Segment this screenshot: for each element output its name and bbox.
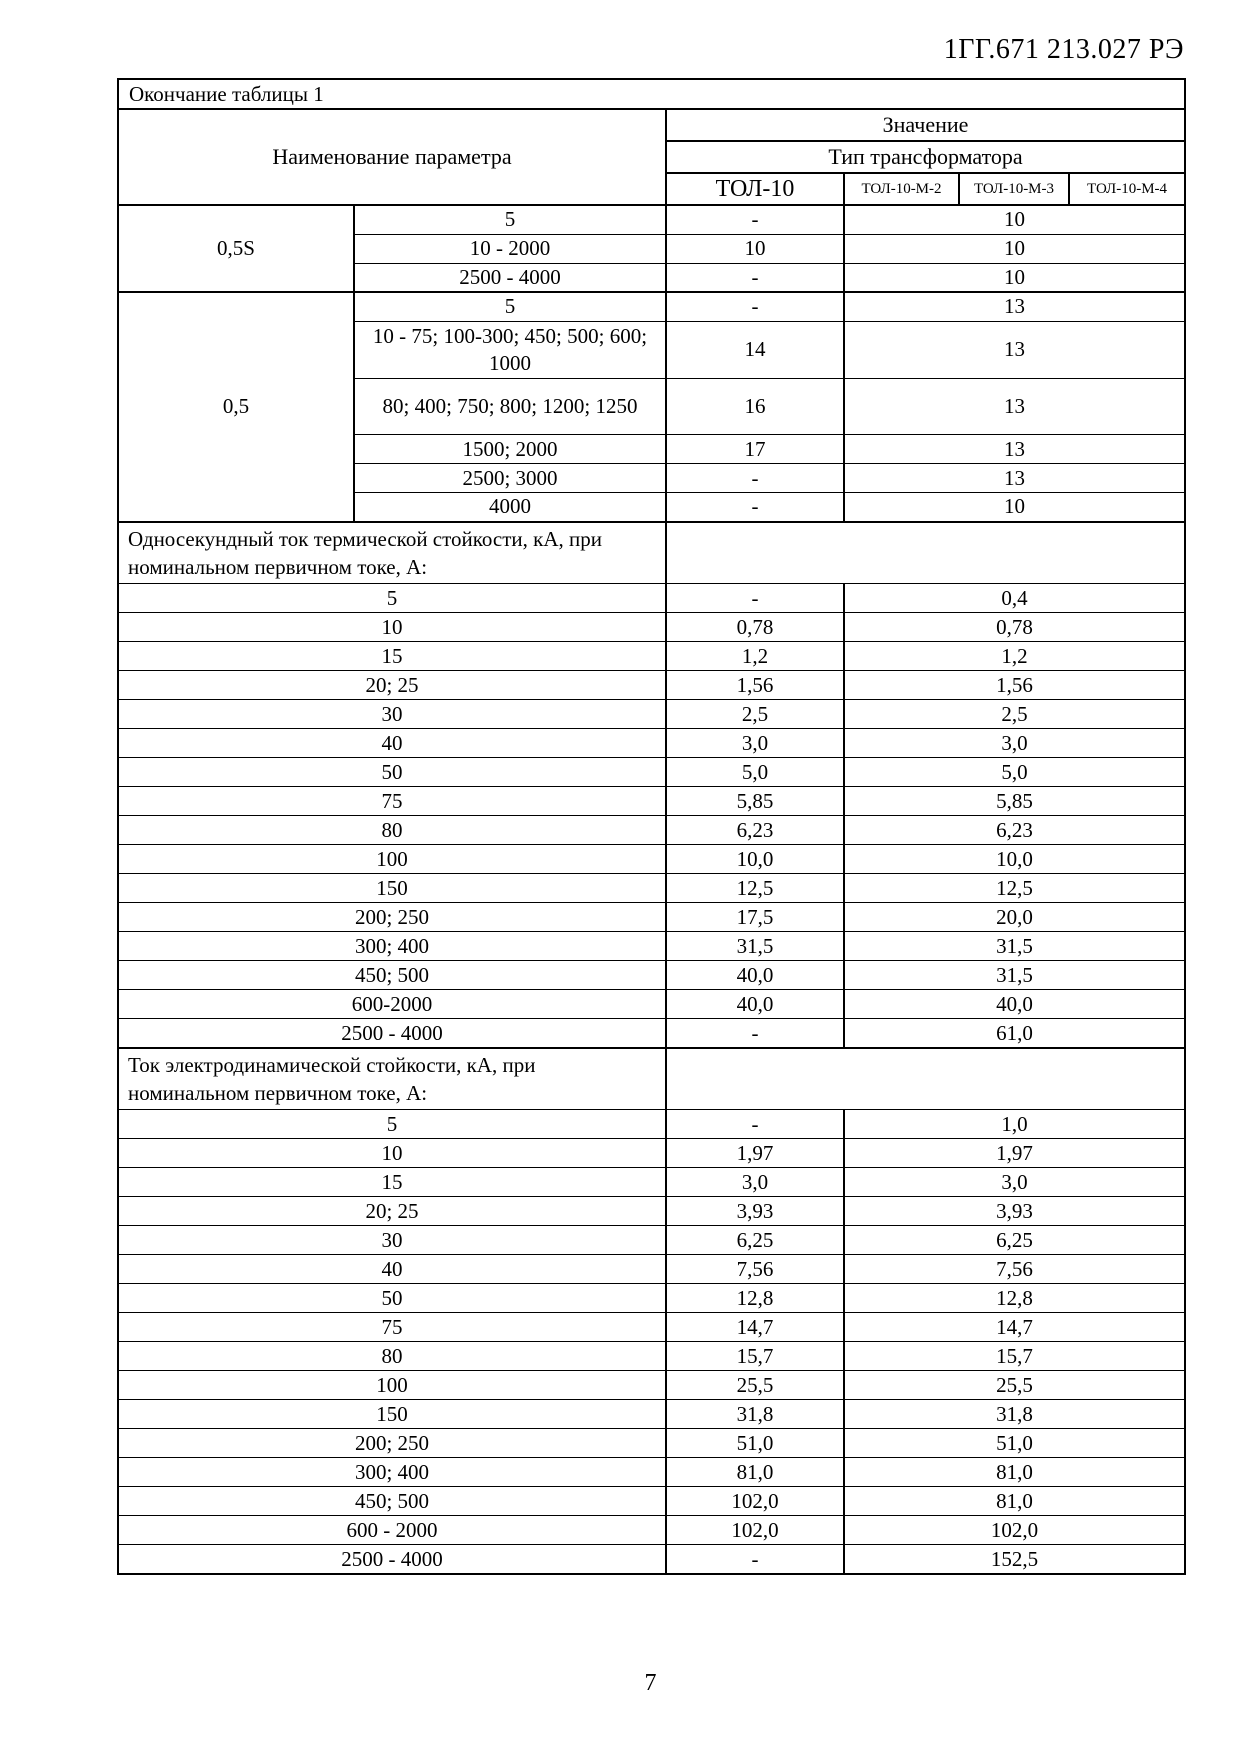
- tol10-value: 40,0: [666, 990, 844, 1019]
- m-value: 31,8: [844, 1400, 1185, 1429]
- tol10-value: 2,5: [666, 700, 844, 729]
- param-cell: 10: [118, 613, 666, 642]
- table-row: [118, 1487, 1185, 1516]
- param-cell: 200; 250: [118, 1429, 666, 1458]
- header-param: Наименование параметра: [118, 109, 666, 205]
- param-cell: 2500; 3000: [354, 464, 666, 493]
- tol10-value: -: [666, 584, 844, 613]
- table-row: [118, 205, 1185, 234]
- table-row: [118, 292, 1185, 321]
- header-value: Значение: [666, 109, 1185, 141]
- tol10-value: 7,56: [666, 1255, 844, 1284]
- param-cell: 2500 - 4000: [118, 1019, 666, 1048]
- m-value: 152,5: [844, 1545, 1185, 1574]
- m-value: 12,5: [844, 874, 1185, 903]
- param-cell: 80: [118, 816, 666, 845]
- m-value: 3,0: [844, 729, 1185, 758]
- doc-number: 1ГГ.671 213.027 РЭ: [943, 34, 1184, 65]
- param-cell: 2500 - 4000: [354, 263, 666, 292]
- tol10-value: 16: [666, 379, 844, 435]
- m-value: 102,0: [844, 1516, 1185, 1545]
- table-row: [118, 1371, 1185, 1400]
- table-row: [118, 1019, 1185, 1048]
- table-row: [118, 758, 1185, 787]
- group-label: 0,5: [118, 292, 354, 522]
- table-caption-section: [118, 79, 1185, 109]
- param-cell: 80: [118, 1342, 666, 1371]
- tol10-value: 6,23: [666, 816, 844, 845]
- empty-cell: [666, 1048, 1185, 1110]
- tol10-value: 81,0: [666, 1458, 844, 1487]
- table-row: [118, 874, 1185, 903]
- m-value: 40,0: [844, 990, 1185, 1019]
- table-row: [118, 1168, 1185, 1197]
- tol10-value: 3,93: [666, 1197, 844, 1226]
- param-cell: 80; 400; 750; 800; 1200; 1250: [354, 379, 666, 435]
- table-row: [118, 1545, 1185, 1574]
- param-cell: 4000: [354, 493, 666, 522]
- m-value: 7,56: [844, 1255, 1185, 1284]
- table-row: [118, 1284, 1185, 1313]
- tol10-value: 5,0: [666, 758, 844, 787]
- column-header-tol10-m3: ТОЛ-10-М-3: [959, 173, 1069, 205]
- m-value: 31,5: [844, 961, 1185, 990]
- m-value: 3,0: [844, 1168, 1185, 1197]
- table-row: [118, 961, 1185, 990]
- table-row: [118, 1400, 1185, 1429]
- param-cell: 75: [118, 787, 666, 816]
- table-row: [118, 1342, 1185, 1371]
- tol10-value: -: [666, 292, 844, 321]
- m-value: 1,56: [844, 671, 1185, 700]
- param-cell: 600 - 2000: [118, 1516, 666, 1545]
- table-row: [118, 1516, 1185, 1545]
- table-row: [118, 671, 1185, 700]
- m-value: 0,78: [844, 613, 1185, 642]
- empty-cell: [666, 522, 1185, 584]
- m-value: 6,23: [844, 816, 1185, 845]
- table-row: [118, 1458, 1185, 1487]
- parameters-table: [117, 78, 1186, 1575]
- m-value: 13: [844, 435, 1185, 464]
- tol10-value: 31,5: [666, 932, 844, 961]
- group-label: 0,5S: [118, 205, 354, 292]
- table-row: [118, 990, 1185, 1019]
- header-type: Тип трансформатора: [666, 141, 1185, 173]
- param-cell: 40: [118, 1255, 666, 1284]
- param-cell: 5: [354, 205, 666, 234]
- tol10-value: -: [666, 205, 844, 234]
- tol10-value: 6,25: [666, 1226, 844, 1255]
- param-cell: 15: [118, 1168, 666, 1197]
- tol10-value: 25,5: [666, 1371, 844, 1400]
- table-row: [118, 1313, 1185, 1342]
- param-cell: 10 - 75; 100-300; 450; 500; 600; 1000: [354, 321, 666, 379]
- m-value: 81,0: [844, 1487, 1185, 1516]
- param-cell: 450; 500: [118, 961, 666, 990]
- table-row: [118, 1226, 1185, 1255]
- m-value: 20,0: [844, 903, 1185, 932]
- m-value: 1,97: [844, 1139, 1185, 1168]
- tol10-value: 102,0: [666, 1516, 844, 1545]
- section-thermal-rows: [118, 584, 1185, 1048]
- tol10-value: -: [666, 263, 844, 292]
- tol10-value: 10,0: [666, 845, 844, 874]
- section-title-row: [118, 522, 1185, 584]
- m-value: 13: [844, 464, 1185, 493]
- param-cell: 40: [118, 729, 666, 758]
- section-thermal: [118, 522, 1185, 584]
- tol10-value: 15,7: [666, 1342, 844, 1371]
- m-value: 10: [844, 493, 1185, 522]
- table-row: [118, 932, 1185, 961]
- tol10-value: -: [666, 1110, 844, 1139]
- m-value: 51,0: [844, 1429, 1185, 1458]
- m-value: 13: [844, 379, 1185, 435]
- m-value: 6,25: [844, 1226, 1185, 1255]
- param-cell: 50: [118, 758, 666, 787]
- param-cell: 10 - 2000: [354, 234, 666, 263]
- m-value: 13: [844, 292, 1185, 321]
- tol10-value: 5,85: [666, 787, 844, 816]
- table-header: [118, 109, 1185, 205]
- tol10-value: 12,5: [666, 874, 844, 903]
- param-cell: 2500 - 4000: [118, 1545, 666, 1574]
- section-title: Односекундный ток термической стойкости, кА, при номинальном первичном токе, А:: [118, 522, 666, 584]
- table-row: [118, 1197, 1185, 1226]
- table-row: [118, 613, 1185, 642]
- m-value: 5,0: [844, 758, 1185, 787]
- m-value: 3,93: [844, 1197, 1185, 1226]
- tol10-value: 14: [666, 321, 844, 379]
- m-value: 31,5: [844, 932, 1185, 961]
- table-row: [118, 816, 1185, 845]
- m-value: 12,8: [844, 1284, 1185, 1313]
- param-cell: 30: [118, 1226, 666, 1255]
- param-cell: 20; 25: [118, 671, 666, 700]
- tol10-value: 1,2: [666, 642, 844, 671]
- param-cell: 15: [118, 642, 666, 671]
- header-row-value: [118, 109, 1185, 141]
- param-cell: 1500; 2000: [354, 435, 666, 464]
- m-value: 10: [844, 205, 1185, 234]
- m-value: 25,5: [844, 1371, 1185, 1400]
- tol10-value: 102,0: [666, 1487, 844, 1516]
- m-value: 0,4: [844, 584, 1185, 613]
- m-value: 13: [844, 321, 1185, 379]
- tol10-value: 3,0: [666, 729, 844, 758]
- param-cell: 5: [118, 584, 666, 613]
- tol10-value: -: [666, 1019, 844, 1048]
- m-value: 10: [844, 234, 1185, 263]
- m-value: 15,7: [844, 1342, 1185, 1371]
- param-cell: 200; 250: [118, 903, 666, 932]
- tol10-value: 12,8: [666, 1284, 844, 1313]
- section-dynamic: [118, 1048, 1185, 1110]
- table-row: [118, 642, 1185, 671]
- m-value: 5,85: [844, 787, 1185, 816]
- param-cell: 150: [118, 1400, 666, 1429]
- tol10-value: -: [666, 1545, 844, 1574]
- page-number: 7: [644, 1670, 657, 1696]
- tol10-value: 40,0: [666, 961, 844, 990]
- table-row: [118, 1429, 1185, 1458]
- table-row: [118, 845, 1185, 874]
- section-dynamic-rows: [118, 1110, 1185, 1574]
- column-header-tol10-m4: ТОЛ-10-М-4: [1069, 173, 1185, 205]
- tol10-value: 14,7: [666, 1313, 844, 1342]
- param-cell: 30: [118, 700, 666, 729]
- accuracy-group-05: [118, 292, 1185, 522]
- tol10-value: 31,8: [666, 1400, 844, 1429]
- column-header-tol10: ТОЛ-10: [666, 173, 844, 205]
- m-value: 2,5: [844, 700, 1185, 729]
- table-row: [118, 700, 1185, 729]
- tol10-value: 1,56: [666, 671, 844, 700]
- param-cell: 150: [118, 874, 666, 903]
- param-cell: 450; 500: [118, 1487, 666, 1516]
- m-value: 10: [844, 263, 1185, 292]
- section-title: Ток электродинамической стойкости, кА, при номинальном первичном токе, А:: [118, 1048, 666, 1110]
- param-cell: 75: [118, 1313, 666, 1342]
- tol10-value: 17: [666, 435, 844, 464]
- table-row: [118, 787, 1185, 816]
- tol10-value: 1,97: [666, 1139, 844, 1168]
- table-row: [118, 1255, 1185, 1284]
- table-row: [118, 903, 1185, 932]
- param-cell: 300; 400: [118, 1458, 666, 1487]
- param-cell: 10: [118, 1139, 666, 1168]
- section-title-row: [118, 1048, 1185, 1110]
- tol10-value: -: [666, 464, 844, 493]
- tol10-value: 51,0: [666, 1429, 844, 1458]
- m-value: 1,2: [844, 642, 1185, 671]
- table-caption: Окончание таблицы 1: [118, 79, 1185, 109]
- table-row: [118, 584, 1185, 613]
- m-value: 1,0: [844, 1110, 1185, 1139]
- tol10-value: -: [666, 493, 844, 522]
- m-value: 10,0: [844, 845, 1185, 874]
- table-row: [118, 1139, 1185, 1168]
- m-value: 81,0: [844, 1458, 1185, 1487]
- param-cell: 20; 25: [118, 1197, 666, 1226]
- table-row: [118, 1110, 1185, 1139]
- param-cell: 5: [354, 292, 666, 321]
- table-row: [118, 729, 1185, 758]
- tol10-value: 17,5: [666, 903, 844, 932]
- tol10-value: 10: [666, 234, 844, 263]
- m-value: 14,7: [844, 1313, 1185, 1342]
- accuracy-group-05s: [118, 205, 1185, 292]
- column-header-tol10-m2: ТОЛ-10-М-2: [844, 173, 959, 205]
- param-cell: 300; 400: [118, 932, 666, 961]
- tol10-value: 0,78: [666, 613, 844, 642]
- param-cell: 100: [118, 1371, 666, 1400]
- tol10-value: 3,0: [666, 1168, 844, 1197]
- param-cell: 5: [118, 1110, 666, 1139]
- param-cell: 100: [118, 845, 666, 874]
- m-value: 61,0: [844, 1019, 1185, 1048]
- caption-row: [118, 79, 1185, 109]
- param-cell: 600-2000: [118, 990, 666, 1019]
- param-cell: 50: [118, 1284, 666, 1313]
